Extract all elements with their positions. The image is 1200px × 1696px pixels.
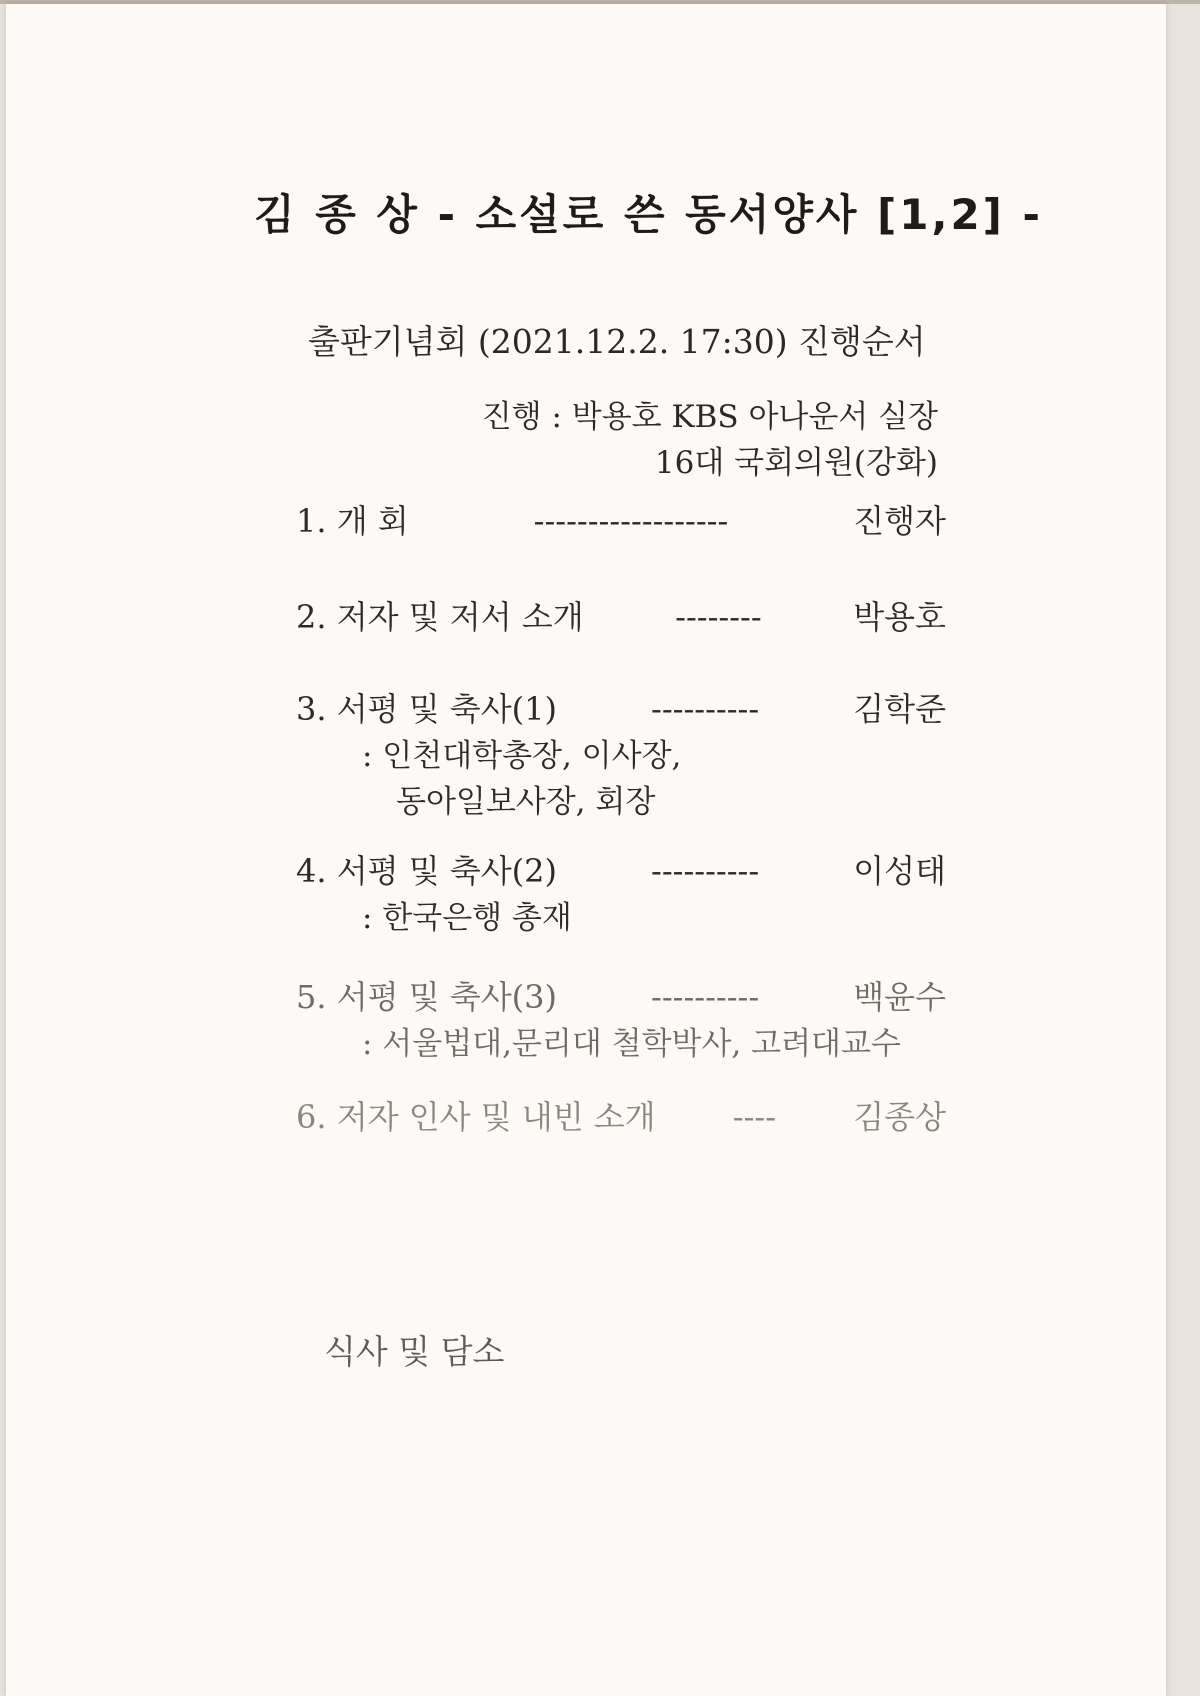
program-item-dashes: ---------- xyxy=(651,978,760,1016)
program-item-note: : 서울법대,문리대 철학박사, 고려대교수 xyxy=(362,1026,901,1062)
program-item-person: 김종상 xyxy=(853,1098,946,1136)
closing-note: 식사 및 담소 xyxy=(324,1332,505,1371)
program-sheet xyxy=(6,4,1166,1696)
program-item-dashes: ---------- xyxy=(651,690,760,728)
program-item-3 xyxy=(296,684,946,822)
program-item-dashes: ---- xyxy=(732,1098,777,1136)
program-item-note: 동아일보사장, 회장 xyxy=(396,784,656,820)
program-item-label: 5. 서평 및 축사(3) xyxy=(296,978,557,1016)
program-item-label: 4. 서평 및 축사(2) xyxy=(296,852,557,890)
program-item-label: 1. 개 회 xyxy=(296,502,409,540)
program-item-person: 진행자 xyxy=(853,502,946,540)
program-item-4 xyxy=(296,846,946,938)
program-item-note: : 한국은행 총재 xyxy=(362,900,572,936)
program-item-person: 박용호 xyxy=(853,598,946,636)
program-item-5 xyxy=(296,972,946,1064)
program-item-note: : 인천대학총장, 이사장, xyxy=(362,738,682,774)
program-item-1 xyxy=(296,496,946,542)
program-item-dashes: ------------------ xyxy=(533,502,729,540)
program-item-person: 김학준 xyxy=(853,690,946,728)
event-subtitle: 출판기념회 (2021.12.2. 17:30) 진행순서 xyxy=(308,322,926,361)
program-item-person: 이성태 xyxy=(853,852,946,890)
program-item-label: 3. 서평 및 축사(1) xyxy=(296,690,557,728)
program-item-label: 2. 저자 및 저서 소개 xyxy=(296,598,584,636)
program-item-label: 6. 저자 인사 및 내빈 소개 xyxy=(296,1098,656,1136)
document-title: 김 종 상 - 소설로 쓴 동서양사 [1,2] - xyxy=(254,190,1043,239)
program-item-2 xyxy=(296,592,946,638)
host-line-1: 진행 : 박용호 KBS 아나운서 실장 xyxy=(481,399,938,435)
program-item-6 xyxy=(296,1092,946,1138)
program-item-person: 백윤수 xyxy=(853,978,946,1016)
program-item-dashes: ---------- xyxy=(651,852,760,890)
host-line-2: 16대 국회의원(강화) xyxy=(654,445,938,481)
program-item-dashes: -------- xyxy=(675,598,762,636)
